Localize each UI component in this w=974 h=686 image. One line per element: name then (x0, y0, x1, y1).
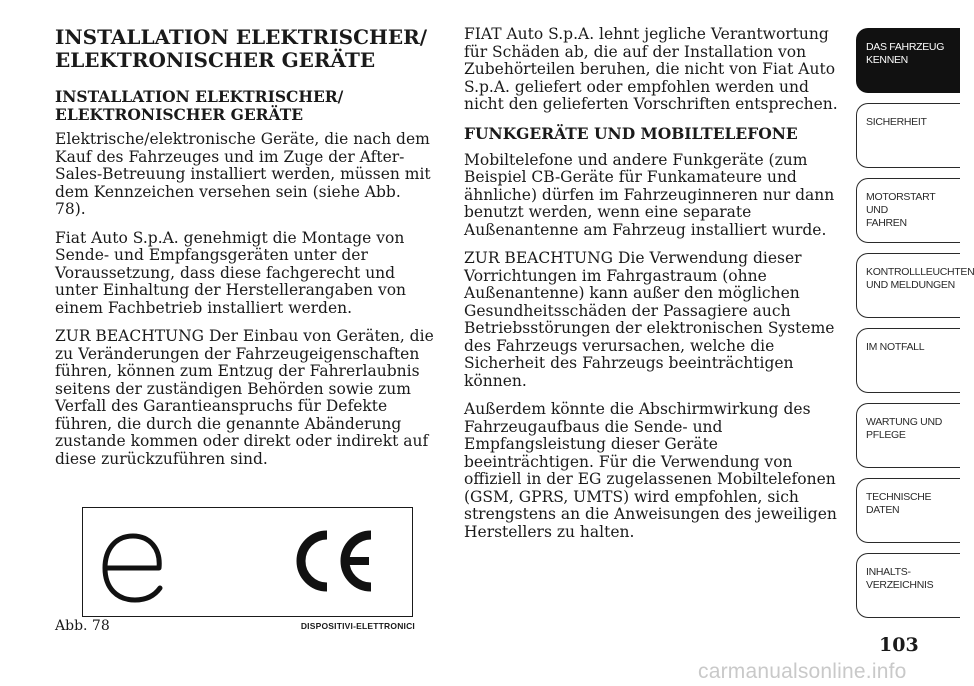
chapter-tabs (856, 28, 974, 628)
watermark: carmanualsonline.info (698, 660, 907, 683)
tab-inhaltsverzeichnis[interactable]: INHALTS- VERZEICHNIS (856, 553, 960, 618)
page-title (55, 26, 435, 72)
section-heading-installation (55, 88, 435, 124)
page-title-line-1: INSTALLATION ELEKTRISCHER/ (55, 25, 428, 49)
section-heading-line-1: INSTALLATION ELEKTRISCHER/ (55, 87, 344, 106)
figure-caption (55, 618, 415, 634)
paragraph: FIAT Auto S.p.A. lehnt jegliche Verantwortung für Schäden ab, die auf der Installation von Zubehörteilen beruhen, die nicht von Fiat Auto S.p.A. geliefert oder empfohlen werden und nicht den gelieferten Vorschriften entsprechen. (464, 25, 838, 113)
page-number: 103 (879, 634, 919, 656)
tab-motorstart-und-fahren[interactable]: MOTORSTART UND FAHREN (856, 178, 960, 243)
figure-78 (82, 507, 413, 617)
left-column (55, 26, 435, 479)
tab-das-fahrzeug-kennen[interactable]: DAS FAHRZEUG KENNEN (856, 28, 960, 93)
paragraph-note: ZUR BEACHTUNG Der Einbau von Geräten, die zu Veränderungen der Fahrzeugeigenschaften führen, können zum Entzug der Fahrerlaubnis seitens der zuständigen Behörden sowie zum Verfall des Garantieanspruchs für Defekte führen, die durch die genannte Abänderung zustande kommen oder direkt oder indirekt auf diese zurückzuführen sind. (55, 327, 434, 468)
paragraph: Außerdem könnte die Abschirmwirkung des Fahrzeugaufbaus die Sende- und Empfangsleistung dieser Geräte beeinträchtigen. Für die Verwendung von offiziell in der EG zugelassenen Mobiltelefonen (GSM, GPRS, UMTS) wird empfohlen, sich strengstens an die Anweisungen des jeweiligen Herstellers zu halten. (464, 400, 837, 541)
e-mark-icon (93, 518, 173, 606)
section-heading-line-2: ELEKTRONISCHER GERÄTE (55, 105, 304, 124)
tab-technische-daten[interactable]: TECHNISCHE DATEN (856, 478, 960, 543)
paragraph: Elektrische/elektronische Geräte, die nach dem Kauf des Fahrzeuges und im Zuge der After-Sales-Betreuung installiert werden, müssen mit dem Kennzeichen versehen sein (siehe Abb. 78). (55, 130, 431, 218)
right-column (464, 26, 844, 552)
page-title-line-2: ELEKTRONISCHER GERÄTE (55, 48, 376, 72)
tab-wartung-und-pflege[interactable]: WARTUNG UND PFLEGE (856, 403, 960, 468)
paragraph-note: ZUR BEACHTUNG Die Verwendung dieser Vorrichtungen im Fahrgastraum (ohne Außenantenne) kann außer den möglichen Gesundheitsschäden der Passagiere auch Betriebsstörungen der elektronischen Systeme des Fahrzeugs verursachen, welche die Sicherheit des Fahrzeugs beeinträchtigen können. (464, 249, 835, 390)
figure-code: DISPOSITIVI-ELETTRONICI (300, 621, 415, 631)
paragraph: Mobiltelefone und andere Funkgeräte (zum Beispiel CB-Geräte für Funkamateure und ähnliche) dürfen im Fahrzeuginneren nur dann benutzt werden, wenn eine separate Außenantenne am Fahrzeug installiert wurde. (464, 150, 835, 239)
ce-mark-icon (291, 528, 375, 594)
tab-kontrollleuchten[interactable]: KONTROLLLEUCHTEN UND MELDUNGEN (856, 253, 960, 318)
paragraph: Fiat Auto S.p.A. genehmigt die Montage von Sende- und Empfangsgeräten unter der Voraussetzung, dass diese fachgerecht und unter Einhaltung der Herstellerangaben von einem Fachbetrieb installiert werden. (55, 228, 407, 317)
tab-sicherheit[interactable]: SICHERHEIT (856, 103, 960, 168)
figure-label: Abb. 78 (55, 618, 110, 634)
section-heading-radio: FUNKGERÄTE UND MOBILTELEFONE (464, 123, 798, 143)
tab-im-notfall[interactable]: IM NOTFALL (856, 328, 960, 393)
